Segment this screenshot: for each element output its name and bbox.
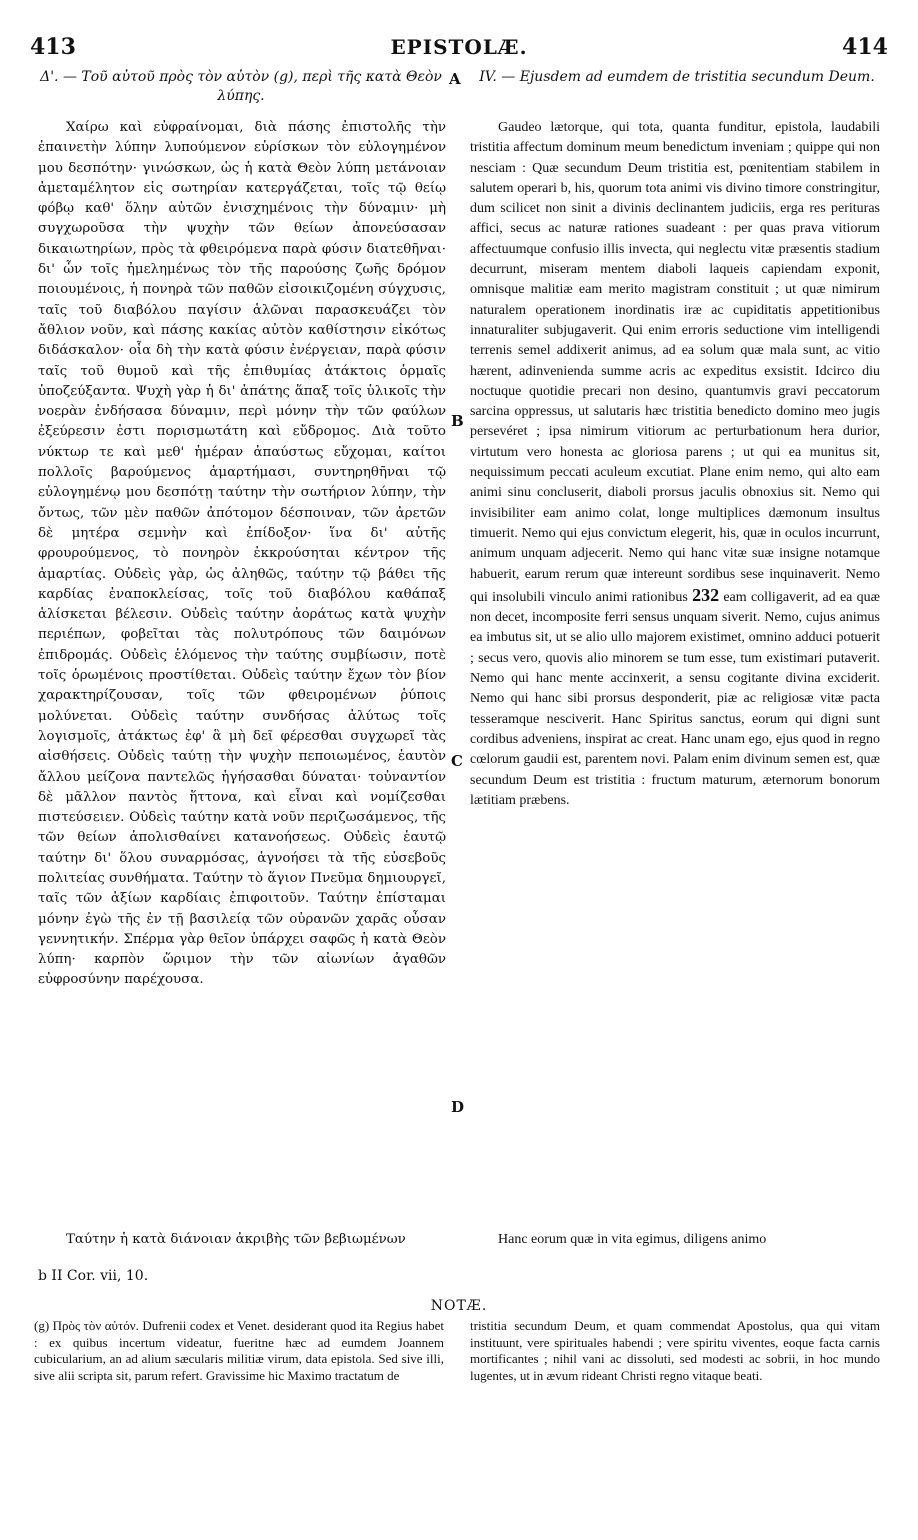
page-header bbox=[30, 34, 888, 66]
section-marker-d: D bbox=[451, 1098, 465, 1116]
scripture-footnote: b II Cor. vii, 10. bbox=[38, 1268, 149, 1284]
latin-text-part-1: Gaudeo lætorque, qui tota, quanta funditur, epistola, laudabili tristitia affectum dominum meum benedictum inveniam ; quippe qui non nesciam : Quæ secundum Deum tristitia est, pœnitentiam stabilem in salutem operari b, his, quorum tota animi vis divino timore constringitur, dum scilicet non sinit a divinis declinantem judiciis, erga res perituras affici, secus ac naturæ rationes suadeant : per quas prava vitiorum affectuumque confusio illis invecta, qui neglectu vitæ præsentis stadium decurrunt, miseram mentem diaboli laqueis capiendam exponit, omnisque malitiæ eam merito magistram constituit ; ut quæ nimirum naturalem operationem inordinatis iræ ac cupiditatis appetitionibus innaturaliter subjugaverit. Qui enim erroris seductione vim intelligendi terrenis semel addixerit animus, ad ea solum quæ mala sunt, ac vitio hærent, adinvenienda summe acris ac expeditus exsistit. Idcirco diu noctuque quotidie precari non desino, quantumvis gravi peccatorum sarcina oppressus, ut salutaris hæc tristitia benedicto domino meo jugis persevéret ; ipsa nimirum vitiorum ac perturbationum hera durior, virtutum vero honesta ac gloriosa parens ; ut qui ea munitus sit, nequissimum peccati aculeum excutiat. Plane enim nemo, qui alto eam animi sinu concluserit, diaboli prorsus jaculis obnoxius sit. Nemo qui invisibiliter eam animo colat, longe multiplices dæmonum insultus timuerit. Nemo qui ejus convictum elegerit, his, quæ in oculos incurrunt, animum unquam adjecerit. Nemo qui hanc vitæ suæ insigne notamque habuerit, earum rerum quæ intereunt sordibus sese inquinaverit. Nemo qui insolubili vinculo animi rationibus bbox=[470, 120, 880, 605]
right-page-number: 414 bbox=[842, 34, 888, 60]
latin-letter-title: IV. — Ejusdem ad eumdem de tristitia secundum Deum. bbox=[479, 69, 875, 85]
running-title: EPISTOLÆ. bbox=[390, 35, 528, 59]
latin-text-column bbox=[470, 118, 880, 811]
left-page-number: 413 bbox=[30, 34, 76, 60]
notes-right-column: tristitia secundum Deum, et quam commendat Apostolus, qua qui vitam instituunt, vere spirituales habendi ; vere spiritu viventes, eoque facta carnis mortificantes ; nihil vani ac dissoluti, sed modesti ac sobrii, in hoc mundo lugentes, ut in ævum rideant Christi regno vitaque beati. bbox=[470, 1318, 880, 1383]
latin-paragraph bbox=[470, 118, 880, 811]
greek-letter-title: Δ'. — Τοῦ αὐτοῦ πρὸς τὸν αὐτὸν (g), περὶ τῆς κατὰ Θεὸν λύπης. bbox=[40, 69, 442, 104]
greek-paragraph: Χαίρω καὶ εὐφραίνομαι, διὰ πάσης ἐπιστολῆς τὴν ἐπαινετὴν λύπην λυπούμενον εὑρίσκων τὸν εὐλογημένον μου δεσπότην· γινώσκων, ὡς ἡ κατὰ Θεὸν λύπη μετάνοιαν ἀμεταμέλητον εἰς σωτηρίαν κατεργάζεται, τοῖς τῷ θείῳ φόβῳ καθ' ὅλην αὐτῶν ἐνισχημένοις τὴν δύναμιν· μὴ συγχωροῦσα τὴν ψυχὴν τῶν θείων ἀπονεύσασαν δικαιωτηρίων, πρὸς τὰ φθειρόμενα παρὰ φύσιν διατεθῆναι· δι' ὧν τοῖς ἠμελημένως τὸν τῆς παρούσης ζωῆς δρόμον ποιουμένοις, ἡ πονηρὰ τῶν παθῶν εἰσοικιζομένη σύγχυσις, ταῖς τοῦ διαβόλου παγίσιν ἁλῶναι παρασκευάζει τὸν ἄθλιον νοῦν, καὶ πάσης κακίας αὐτὸν καθίστησιν εἰκότως διδάσκαλον· οἷα δὴ τὴν κατὰ φύσιν ἐνέργειαν, παρὰ φύσιν ταῖς τοῦ θυμοῦ καὶ τῆς ἐπιθυμίας ἀτάκτοις ὁρμαῖς ὑποζεύξαντα. Ψυχὴ γὰρ ἡ δι' ἀπάτης ἅπαξ τοῖς ὑλικοῖς τὴν νοερὰν ἐνδήσασα δύναμιν, περὶ μόνην τὴν τῶν φαύλων ἐξεύρεσιν ἐστι πορισμωτάτη καὶ εὔδρομος. Διὰ τοῦτο νύκτωρ τε καὶ μεθ' ἡμέραν ἀπαύστως εὔχομαι, καίτοι πολλοῖς βαρούμενος ἁμαρτήμασι, συντηρηθῆναι τῷ εὐλογημένῳ μου δεσπότῃ ταύτην τὴν σωτήριον λύπην, τὴν ὄντως, τῶν μὲν παθῶν ἀπότομον δέσποιναν, τῶν ἀρετῶν δὲ μητέρα σεμνὴν καὶ ἐπίδοξον· ἵνα δι' αὐτῆς φρουρούμενος, τὸ πονηρὸν ἐκκρούσηται κέντρον τῆς ἁμαρτίας. Οὐδεὶς γὰρ, ὡς ἀληθῶς, ταύτην τῷ βάθει τῆς καρδίας ἐναποκλείσας, τοῖς τοῦ διαβόλου καθάπαξ ἁλίσκεται βέλεσιν. Οὐδεὶς ταύτην ἀοράτως κατὰ ψυχὴν περιέπων, φοβεῖται τὰς πολυτρόπους τῶν δαιμόνων ἐπιδρομάς. Οὐδεὶς ἑλόμενος τὴν ταύτης συμβίωσιν, ποτὲ τοῖς ὁρωμένοις προστίθεται. Οὐδεὶς ταύτην ἔχων τὸν βίον χαρακτηρίζουσαν, τοῖς τῶν φθειρομένων ῥύποις μολύνεται. Οὐδεὶς ταύτην συνδήσας ἀλύτως τοῖς λογισμοῖς, ἀτάκτως ἐφ' ἃ μὴ δεῖ φέρεσθαι συγχωρεῖ τὰς αἰσθήσεις. Οὐδεὶς ταύτῃ τὴν ψυχὴν πεποιωμένος, ἑαυτὸν ἄλλου μείζονα παντελῶς ἡγήσασθαι δύναται· τοὐναντίον δὲ μᾶλλον παντὸς ἥττονα, καὶ εἶναι καὶ νομίζεσθαι πιστεύσειεν. Οὐδεὶς ταύτην κατὰ νοῦν περιζωσάμενος, τῆς τῶν θείων ἀπολισθαίνει κατανοήσεως. Οὐδεὶς ἑαυτῷ ταύτην δι' ὅλου συναρμόσας, ἀγνοήσει τὰ τῆς εὐσεβοῦς πολιτείας συνθήματα. Ταύτην τὸ ἅγιον Πνεῦμα δημιουργεῖ, ταῖς τῶν ἀξίων καρδίαις ἐπιφοιτοῦν. Ταύτην ἐπίσταμαι μόνην ἐγὼ τῆς ἐν τῇ βασιλείᾳ τῶν οὐρανῶν χαρᾶς οὖσαν γεννητικήν. Σπέρμα γὰρ θεῖον ὑπάρχει σαφῶς ἡ κατὰ Θεὸν λύπη· καρπὸν ὥριμον τὴν τῶν αἰωνίων ἀγαθῶν εὐφροσύνην παρέχουσα. bbox=[38, 120, 446, 988]
latin-text-part-2: eam colligaverit, ad ea quæ non decet, incomposite ferri sensus unquam siverit. Nemo, cujus animus ea imbutus sit, ut se alio ullo majorem existimet, omnino adduci potuerit ; secus vero, quovis alio minorem se tum esse, tum existimari putaverit. Nemo qui hanc mente accinxerit, a sensu cogitante divina exciderit. Nemo qui hanc sibi prorsus desponderit, piæ ac religiosæ vitæ pacta tesseramque nesciverit. Hanc Spiritus sanctus, eorum qui digni sunt cordibus adveniens, inspirat ac creat. Hanc unam ego, ejus quod in regno cœlorum gaudii est, parentem novi. Palam enim divinum semen est, quæ secundum Deum est tristitia : fructum maturum, æternorum bonorum lætitiam præbens. bbox=[470, 589, 881, 808]
greek-continuation-line: Ταύτην ἡ κατὰ διάνοιαν ἀκριβὴς τῶν βεβιωμένων bbox=[66, 1232, 406, 1247]
section-marker-c: C bbox=[451, 752, 463, 770]
column-number: 232 bbox=[692, 584, 720, 605]
section-marker-a: A bbox=[449, 70, 461, 88]
latin-continuation-line: Hanc eorum quæ in vita egimus, diligens animo bbox=[498, 1232, 767, 1247]
section-marker-b: B bbox=[451, 412, 464, 430]
greek-text-column bbox=[38, 118, 446, 991]
notes-left-column: (g) Πρὸς τὸν αὐτόν. Dufrenii codex et Venet. desiderant quod ita Regius habet : ex quibus incertum videatur, fueritne hæc ad eumdem Joannem cubicularium, an ad alium sæcularis militiæ virum, data epistola. Sed sive illi, sive alii scripta sit, parum refert. Gravissime hic Maximo tractatum de bbox=[34, 1318, 444, 1383]
notes-heading: NOTÆ. bbox=[430, 1298, 488, 1314]
